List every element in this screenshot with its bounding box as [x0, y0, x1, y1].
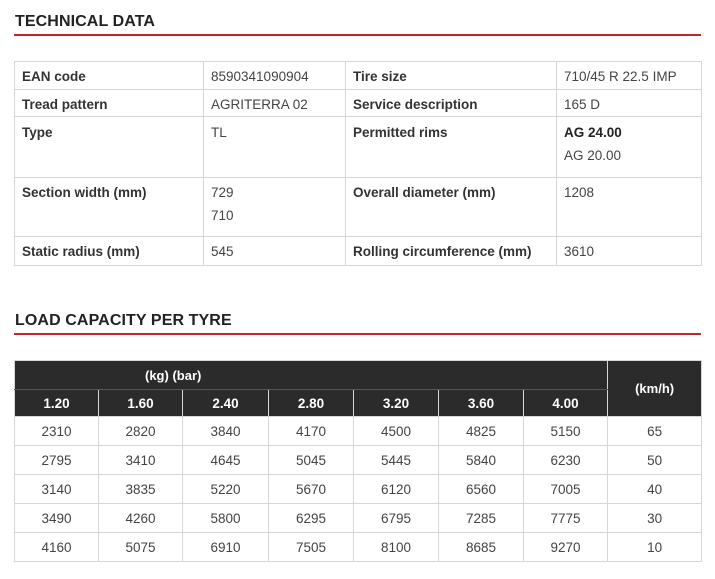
load-value-cell: 3410	[99, 446, 183, 475]
load-value-cell: 5800	[183, 504, 269, 533]
table-row	[15, 117, 702, 178]
table-row	[15, 475, 702, 504]
load-value-cell: 8100	[354, 533, 439, 562]
permitted-rims-label: Permitted rims	[346, 117, 557, 178]
load-value-cell: 9270	[524, 533, 608, 562]
load-value-cell: 5220	[183, 475, 269, 504]
load-value-cell: 4170	[269, 417, 354, 446]
table-row	[15, 90, 702, 117]
load-value-cell: 4260	[99, 504, 183, 533]
table-row	[15, 62, 702, 90]
speed-header: (km/h)	[608, 361, 702, 417]
pressure-header: 3.20	[354, 390, 439, 417]
load-value-cell: 7005	[524, 475, 608, 504]
load-value-cell: 7285	[439, 504, 524, 533]
load-value-cell: 4645	[183, 446, 269, 475]
load-value-cell: 6230	[524, 446, 608, 475]
overall-diameter-value: 1208	[557, 178, 702, 237]
static-radius-label: Static radius (mm)	[15, 237, 204, 266]
load-capacity-title: LOAD CAPACITY PER TYRE	[15, 312, 232, 329]
pressure-header: 1.60	[99, 390, 183, 417]
pressure-header: 3.60	[439, 390, 524, 417]
load-value-cell: 5075	[99, 533, 183, 562]
units-label: (kg) (bar)	[145, 367, 202, 383]
load-value-cell: 3490	[15, 504, 99, 533]
speed-value-cell: 30	[608, 504, 702, 533]
load-value-cell: 2310	[15, 417, 99, 446]
load-value-cell: 5445	[354, 446, 439, 475]
technical-data-title: TECHNICAL DATA	[15, 13, 156, 30]
load-capacity-divider	[14, 333, 701, 335]
section-width-value-1: 729	[211, 185, 234, 200]
units-header	[15, 361, 608, 390]
rolling-circumference-value: 3610	[557, 237, 702, 266]
table-row	[15, 237, 702, 266]
section-width-label: Section width (mm)	[15, 178, 204, 237]
load-capacity-table	[14, 360, 702, 562]
ean-code-value: 8590341090904	[204, 62, 346, 90]
tire-size-label: Tire size	[346, 62, 557, 90]
load-value-cell: 6295	[269, 504, 354, 533]
load-value-cell: 6795	[354, 504, 439, 533]
pressure-header: 2.80	[269, 390, 354, 417]
permitted-rim-primary: AG 24.00	[564, 125, 622, 140]
load-value-cell: 5840	[439, 446, 524, 475]
speed-value-cell: 50	[608, 446, 702, 475]
load-value-cell: 5045	[269, 446, 354, 475]
table-row	[15, 446, 702, 475]
type-label: Type	[15, 117, 204, 178]
technical-data-divider	[14, 34, 701, 36]
table-row	[15, 504, 702, 533]
load-value-cell: 6120	[354, 475, 439, 504]
ean-code-label: EAN code	[15, 62, 204, 90]
tire-size-value: 710/45 R 22.5 IMP	[557, 62, 702, 90]
table-row	[15, 178, 702, 237]
pressure-header: 2.40	[183, 390, 269, 417]
load-value-cell: 3140	[15, 475, 99, 504]
load-value-cell: 7775	[524, 504, 608, 533]
pressure-header: 4.00	[524, 390, 608, 417]
rolling-circumference-label: Rolling circumference (mm)	[346, 237, 557, 266]
section-width-value	[204, 178, 346, 237]
tread-pattern-label: Tread pattern	[15, 90, 204, 117]
permitted-rim-alternate: AG 20.00	[564, 148, 622, 163]
load-value-cell: 2820	[99, 417, 183, 446]
load-value-cell: 7505	[269, 533, 354, 562]
load-value-cell: 5670	[269, 475, 354, 504]
load-value-cell: 4500	[354, 417, 439, 446]
load-value-cell: 3840	[183, 417, 269, 446]
load-value-cell: 6560	[439, 475, 524, 504]
table-row	[15, 417, 702, 446]
load-value-cell: 4160	[15, 533, 99, 562]
permitted-rims-value	[557, 117, 702, 178]
speed-value-cell: 40	[608, 475, 702, 504]
section-width-value-2: 710	[211, 208, 234, 223]
tread-pattern-value: AGRITERRA 02	[204, 90, 346, 117]
load-value-cell: 6910	[183, 533, 269, 562]
static-radius-value: 545	[204, 237, 346, 266]
speed-value-cell: 10	[608, 533, 702, 562]
pressure-header: 1.20	[15, 390, 99, 417]
load-value-cell: 2795	[15, 446, 99, 475]
type-value: TL	[204, 117, 346, 178]
load-value-cell: 5150	[524, 417, 608, 446]
table-row	[15, 533, 702, 562]
technical-data-table	[14, 61, 702, 266]
load-value-cell: 4825	[439, 417, 524, 446]
overall-diameter-label: Overall diameter (mm)	[346, 178, 557, 237]
load-value-cell: 8685	[439, 533, 524, 562]
speed-value-cell: 65	[608, 417, 702, 446]
load-value-cell: 3835	[99, 475, 183, 504]
service-description-label: Service description	[346, 90, 557, 117]
service-description-value: 165 D	[557, 90, 702, 117]
